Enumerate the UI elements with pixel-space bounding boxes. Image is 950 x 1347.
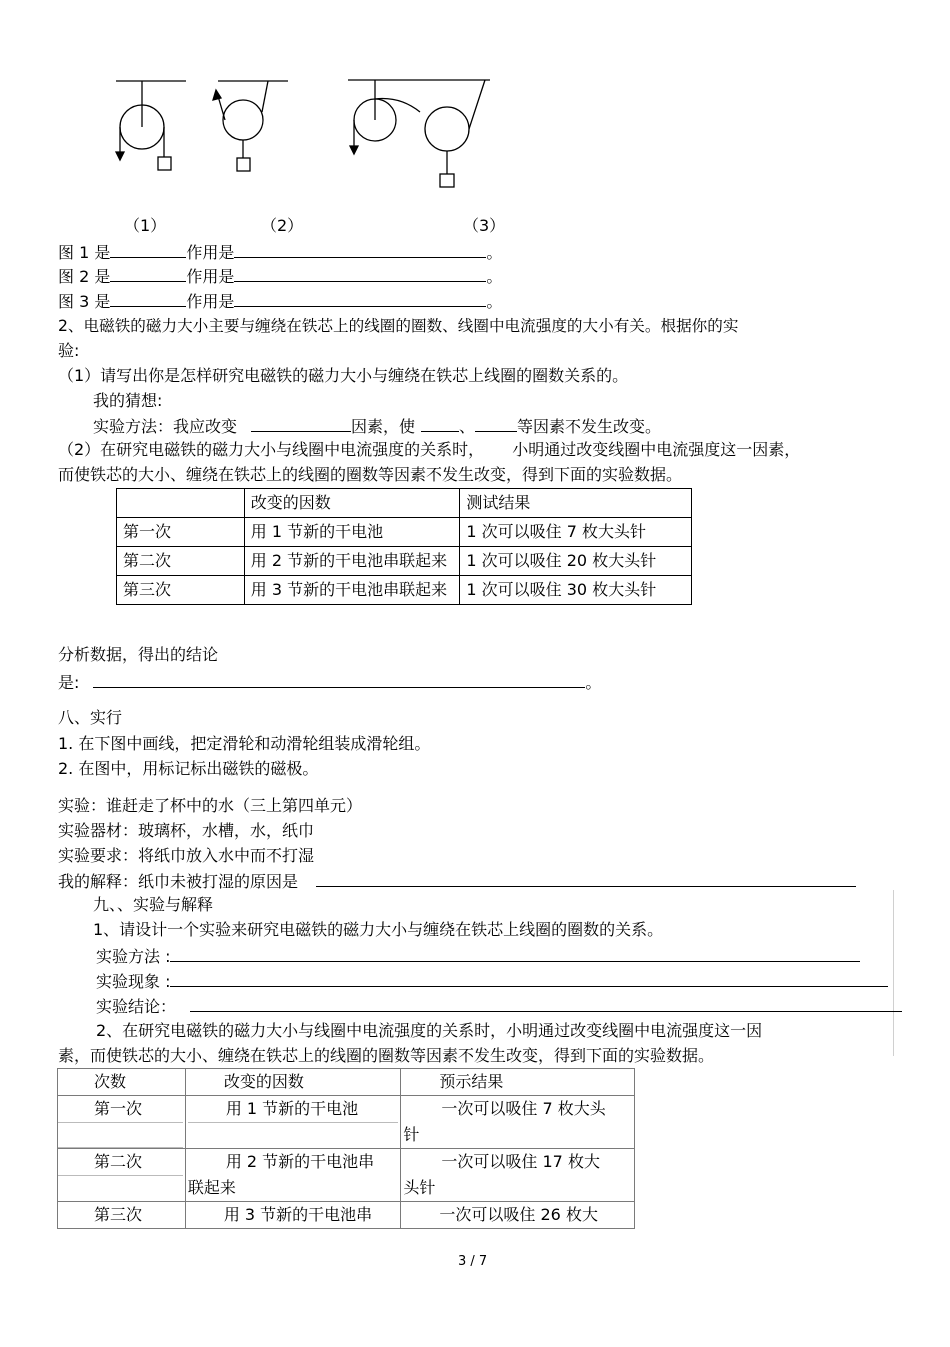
q2-intro-line-1: 2、电磁铁的磁力大小主要与缠绕在铁芯上的线圈的圈数、线圈中电流强度的大小有关。根据你的实 <box>58 317 739 335</box>
table-cell: 第三次 <box>58 1202 186 1229</box>
table-header-cell <box>117 489 245 518</box>
q2-data-table <box>116 488 692 605</box>
section-9-q2-line-1: 2、在研究电磁铁的磁力大小与线圈中电流强度的关系时，小明通过改变线圈中电流强度这一因 <box>96 1021 763 1040</box>
experiment-materials: 实验器材：玻璃杯，水槽，水，纸巾 <box>58 821 315 840</box>
table-header-row <box>117 489 692 518</box>
table-row <box>117 518 692 547</box>
table-cell: 一次可以吸住 26 枚大 <box>401 1202 635 1229</box>
q2-part-2-line-1: （2）在研究电磁铁的磁力大小与线圈中电流强度的关系时， 小明通过改变线圈中电流强度这一因素， <box>58 440 801 459</box>
q2-intro-line-2: 验: <box>58 341 80 360</box>
pulley-figures <box>0 0 950 215</box>
explanation-blank[interactable] <box>316 870 856 887</box>
section-8-title: 八、实行 <box>58 708 123 727</box>
page-number: 3 / 7 <box>458 1254 488 1269</box>
answer-blank[interactable] <box>234 290 486 307</box>
table-row <box>117 576 692 605</box>
table-cell: 1 次可以吸住 20 枚大头针 <box>460 547 692 576</box>
section-9-phenomenon-line: 实验现象 : <box>96 970 888 992</box>
method-blank-2[interactable] <box>421 415 459 432</box>
section-8-item-2: 2. 在图中，用标记标出磁铁的磁极。 <box>58 759 319 778</box>
table-cell-split <box>58 1122 183 1148</box>
table-row <box>58 1202 635 1229</box>
figure-label-1: （1） <box>124 216 167 235</box>
table-cell: 第二次 <box>117 547 245 576</box>
pulley-line-2: 图 2 是 作用是 。 <box>58 267 503 286</box>
section-9-method-line: 实验方法 : <box>96 945 860 967</box>
pulley-diagram-3 <box>348 80 490 187</box>
table-cell: 1 次可以吸住 30 枚大头针 <box>460 576 692 605</box>
answer-blank[interactable] <box>110 290 186 307</box>
answer-blank[interactable] <box>234 265 486 282</box>
answer-blank[interactable] <box>110 241 186 258</box>
pulley-diagram-2 <box>213 81 288 171</box>
conclusion-line: 是: 。 <box>58 673 602 692</box>
table-cell: 第一次 <box>117 518 245 547</box>
table-cell: 用 2 节新的干电池串 联起来 <box>185 1149 401 1202</box>
section-8-item-1: 1. 在下图中画线，把定滑轮和动滑轮组装成滑轮组。 <box>58 734 431 753</box>
table-cell-split <box>58 1175 183 1200</box>
pulley-line-1: 图 1 是 作用是 。 <box>58 243 503 262</box>
table-header-cell: 测试结果 <box>460 489 692 518</box>
section-9-q2-line-2: 素，而使铁芯的大小、缠绕在铁芯上的线圈的圈数等因素不发生改变，得到下面的实验数据。 <box>58 1046 715 1065</box>
table-row <box>58 1149 635 1202</box>
figure-label-3: （3） <box>463 216 506 235</box>
figure-label-2: （2） <box>261 216 304 235</box>
method-blank[interactable] <box>170 945 860 962</box>
section-9-conclusion-line: 实验结论： <box>96 995 902 1017</box>
experiment-explanation-line: 我的解释：纸巾未被打湿的原因是 <box>58 870 856 892</box>
table-header-cell: 改变的因数 <box>185 1069 401 1096</box>
table-row <box>117 547 692 576</box>
conclusion-blank[interactable] <box>190 995 902 1012</box>
table-header-row <box>58 1069 635 1096</box>
pulley-line-3: 图 3 是 作用是 。 <box>58 292 503 311</box>
table-cell: 用 2 节新的干电池串联起来 <box>244 547 460 576</box>
q2-part-2-line-2: 而使铁芯的大小、缠绕在铁芯上的线圈的圈数等因素不发生改变，得到下面的实验数据。 <box>58 465 683 484</box>
table-cell: 用 1 节新的干电池 <box>244 518 460 547</box>
answer-blank[interactable] <box>234 241 486 258</box>
table-header-cell: 改变的因数 <box>244 489 460 518</box>
experiment-requirement: 实验要求：将纸巾放入水中而不打湿 <box>58 846 315 865</box>
q2-part-1: （1）请写出你是怎样研究电磁铁的磁力大小与缠绕在铁芯上线圈的圈数关系的。 <box>58 366 629 385</box>
method-blank-3[interactable] <box>475 415 517 432</box>
table-cell: 第二次 <box>58 1149 186 1202</box>
pulley-diagram-1 <box>116 81 186 170</box>
section-9-title: 九、、实验与解释 <box>93 895 214 914</box>
table-cell: 用 3 节新的干电池串联起来 <box>244 576 460 605</box>
q2-guess: 我的猜想: <box>93 391 163 410</box>
table-cell: 用 3 节新的干电池串 <box>185 1202 401 1229</box>
table-cell: 第三次 <box>117 576 245 605</box>
experiment-title: 实验：谁赶走了杯中的水（三上第四单元） <box>58 796 363 815</box>
table-cell: 一次可以吸住 7 枚大头 针 <box>401 1096 635 1149</box>
section-9-frame <box>893 890 894 1056</box>
table-cell: 一次可以吸住 17 枚大 头针 <box>401 1149 635 1202</box>
section-9-data-table <box>57 1068 635 1229</box>
method-blank-factor[interactable] <box>251 415 351 432</box>
section-9-q1: 1、请设计一个实验来研究电磁铁的磁力大小与缠绕在铁芯上线圈的圈数的关系。 <box>93 920 664 939</box>
table-header-cell: 次数 <box>58 1069 186 1096</box>
analysis-label: 分析数据，得出的结论 <box>58 645 219 664</box>
table-cell: 1 次可以吸住 7 枚大头针 <box>460 518 692 547</box>
conclusion-blank[interactable] <box>93 671 585 688</box>
answer-blank[interactable] <box>110 265 186 282</box>
table-header-cell: 预示结果 <box>401 1069 635 1096</box>
phenomenon-blank[interactable] <box>170 970 888 987</box>
table-row <box>58 1096 635 1149</box>
q2-method-line: 实验方法：我应改变 因素，使 、 等因素不发生改变。 <box>93 417 662 436</box>
table-cell: 用 1 节新的干电池 <box>185 1096 401 1149</box>
table-cell: 第一次 <box>58 1096 186 1149</box>
